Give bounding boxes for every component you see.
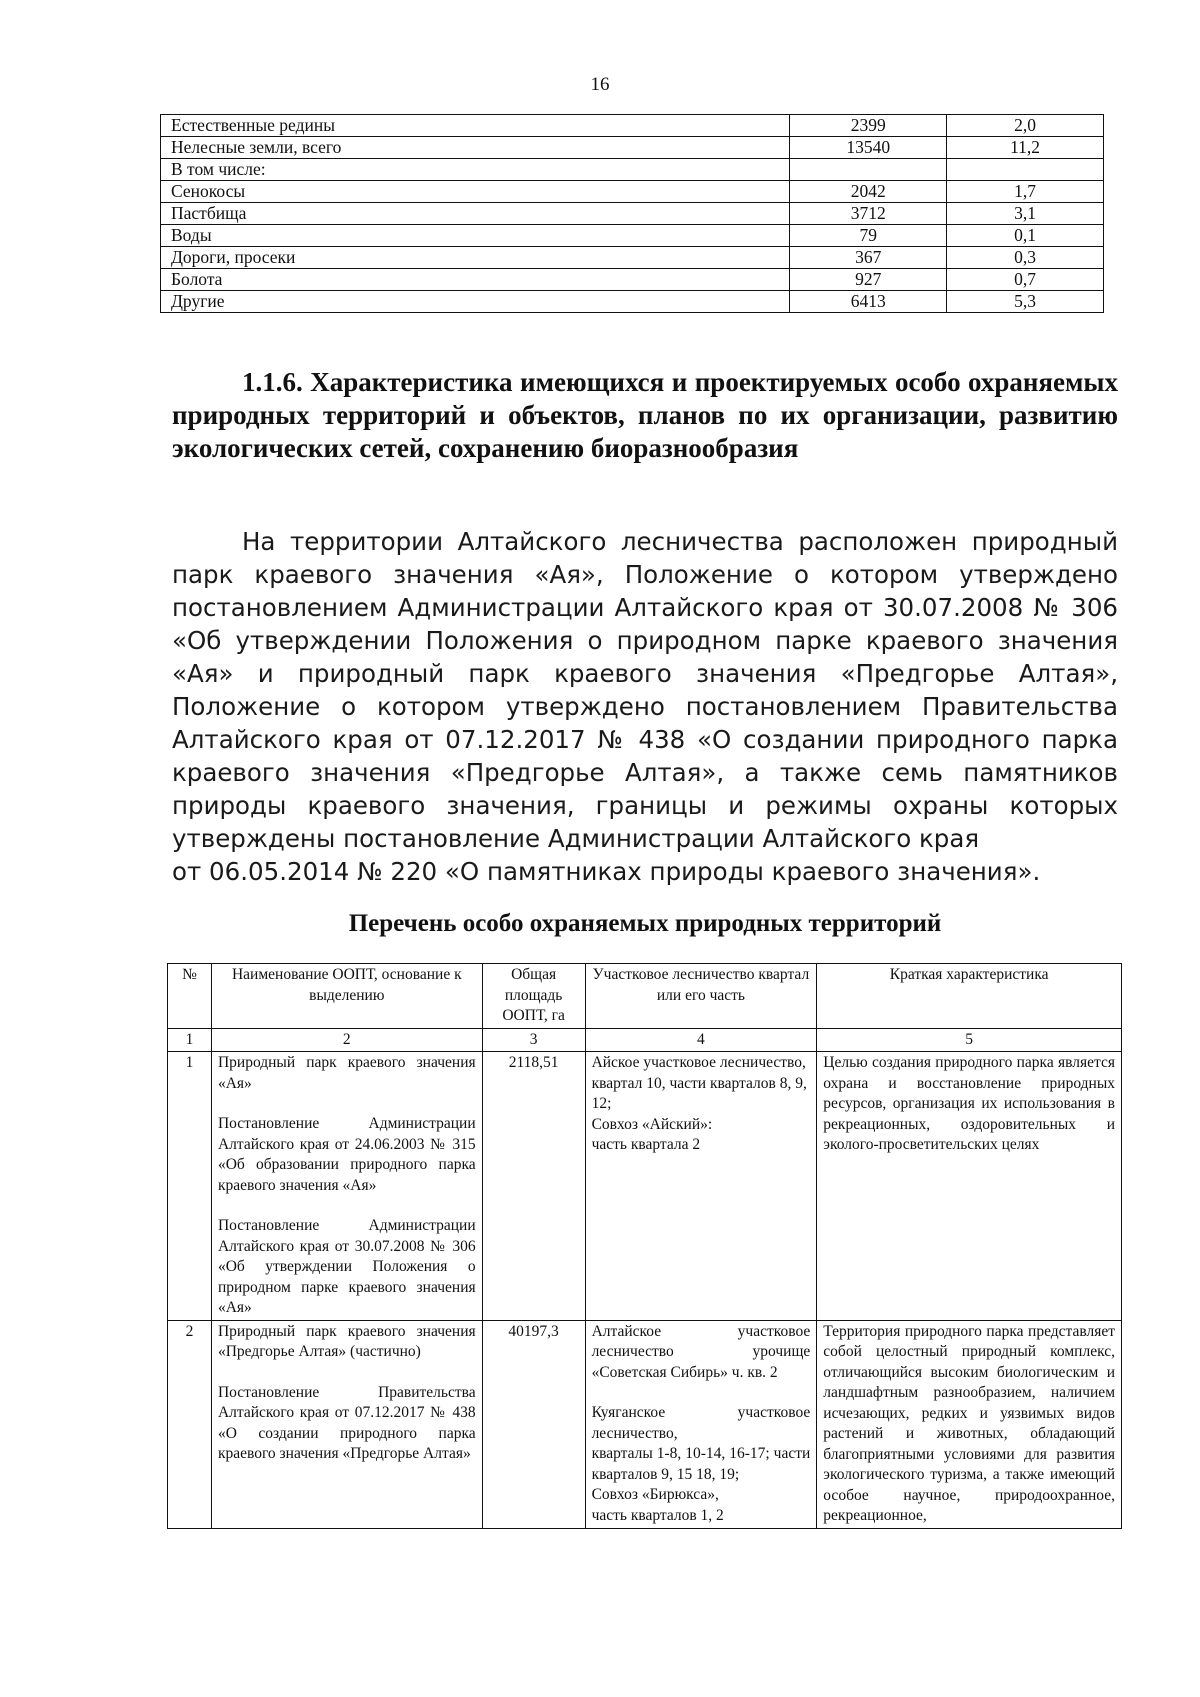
col-number-5: 5 (817, 1028, 1122, 1052)
land-percent: 0,1 (947, 225, 1104, 247)
header-area: Общая площадь ООПТ, га (482, 964, 585, 1029)
row-number: 1 (168, 1052, 212, 1321)
oopt-description: Целью создания природного парка является охрана и восстановление природных ресурсов, организация их использования в рекреационных, оздоровительных и эколого-просветительских целях (817, 1052, 1122, 1321)
land-area: 3712 (790, 203, 947, 225)
land-percent: 5,3 (947, 291, 1104, 313)
table-row (161, 225, 1104, 247)
location-line: кварталы 1-8, 10-14, 16-17; части кварталов 9, 15 18, 19; (591, 1445, 811, 1483)
land-area: 6413 (790, 291, 947, 313)
header-name: Наименование ООПТ, основание к выделению (211, 964, 482, 1029)
land-category: Воды (161, 225, 790, 247)
land-percent: 1,7 (947, 181, 1104, 203)
land-area: 2042 (790, 181, 947, 203)
body-paragraph (172, 525, 1118, 888)
table-row (161, 269, 1104, 291)
location-line: Куяганское участковое лесничество, (591, 1404, 811, 1442)
land-area: 13540 (790, 137, 947, 159)
oopt-area: 40197,3 (482, 1320, 585, 1528)
oopt-basis: Постановление Правительства Алтайского края от 07.12.2017 № 438 «О создании природного парка краевого значения «Предгорье Алтая» (217, 1383, 476, 1462)
row-number: 2 (168, 1320, 212, 1528)
paragraph-tail: от 06.05.2014 № 220 «О памятниках природы краевого значения». (172, 857, 1041, 886)
land-category: Другие (161, 291, 790, 313)
table-row (161, 159, 1104, 181)
table-row (161, 115, 1104, 137)
land-category: Дороги, просеки (161, 247, 790, 269)
table-row (161, 291, 1104, 313)
table-row (161, 181, 1104, 203)
table-row (161, 203, 1104, 225)
table-row (161, 137, 1104, 159)
oopt-column-number-row (168, 1028, 1122, 1052)
oopt-location (585, 1052, 817, 1321)
oopt-basis: Постановление Администрации Алтайского края от 24.06.2003 № 315 «Об образовании природного парка краевого значения «Ая» (217, 1115, 476, 1194)
land-area (790, 159, 947, 181)
section-heading (172, 366, 1118, 465)
land-area: 367 (790, 247, 947, 269)
header-location: Участковое лесничество квартал или его часть (585, 964, 817, 1029)
location-line: Айское участковое лесничество, квартал 10, части кварталов 8, 9, 12; (591, 1054, 807, 1112)
oopt-header-row (168, 964, 1122, 1029)
land-percent: 0,7 (947, 269, 1104, 291)
land-area: 79 (790, 225, 947, 247)
land-area: 927 (790, 269, 947, 291)
land-category: Пастбища (161, 203, 790, 225)
col-number-3: 3 (482, 1028, 585, 1052)
land-area-table (160, 114, 1104, 313)
header-description: Краткая характеристика (817, 964, 1122, 1029)
page-number: 16 (590, 74, 610, 95)
land-category: Болота (161, 269, 790, 291)
land-category: В том числе: (161, 159, 790, 181)
land-percent: 0,3 (947, 247, 1104, 269)
location-line: Алтайское участковое лесничество урочище «Советская Сибирь» ч. кв. 2 (591, 1322, 811, 1381)
section-number: 1.1.6. (242, 367, 303, 397)
row-name-basis (211, 1320, 482, 1528)
list-title: Перечень особо охраняемых природных территорий (348, 910, 942, 937)
col-number-4: 4 (585, 1028, 817, 1052)
oopt-table (167, 963, 1122, 1529)
oopt-basis: Постановление Администрации Алтайского края от 30.07.2008 № 306 «Об утверждении Положения о природном парке краевого значения «Ая» (217, 1217, 476, 1316)
oopt-location (585, 1320, 817, 1528)
row-name-basis (211, 1052, 482, 1321)
header-number: № (168, 964, 212, 1029)
paragraph-main: На территории Алтайского лесничества расположен природный парк краевого значения «Ая», Положение о котором утверждено постановлением Администрации Алтайского края от 30.07.2008 № 306 «Об утверждении Положения о природном парке краевого значения «Ая» и природный парк краевого значения «Предгорье Алтая», Положение о котором утверждено постановлением Правительства Алтайского края от 07.12.2017 № 438 «О создании природного парка краевого значения «Предгорье Алтая», а также семь памятников природы краевого значения, границы и режимы охраны которых утверждены постановление Администрации Алтайского края (172, 527, 1118, 853)
land-category: Естественные редины (161, 115, 790, 137)
land-category: Нелесные земли, всего (161, 137, 790, 159)
oopt-description: Территория природного парка представляет собой целостный природный комплекс, отличающийся высоким биологическим и ландшафтным разнообразием, наличием исчезающих, редких и уязвимых видов растений и животных, обладающий благоприятными условиями для развития экологического туризма, а также имеющий особое научное, природоохранное, рекреационное, (817, 1320, 1122, 1528)
land-area: 2399 (790, 115, 947, 137)
land-percent: 11,2 (947, 137, 1104, 159)
location-line: Совхоз «Айский»: (591, 1115, 713, 1133)
location-line: часть квартала 2 (591, 1136, 701, 1153)
table-row (168, 1052, 1122, 1321)
table-row (161, 247, 1104, 269)
oopt-area: 2118,51 (482, 1052, 585, 1321)
land-percent: 3,1 (947, 203, 1104, 225)
land-percent: 2,0 (947, 115, 1104, 137)
oopt-name: Природный парк краевого значения «Предгорье Алтая» (частично) (217, 1322, 476, 1360)
location-line: часть кварталов 1, 2 (591, 1506, 724, 1524)
oopt-name: Природный парк краевого значения «Ая» (217, 1054, 476, 1092)
section-title: Характеристика имеющихся и проектируемых особо охраняемых природных территорий и объектов, планов по их организации, развитию экологических сетей, сохранению биоразнообразия (172, 367, 1118, 463)
land-category: Сенокосы (161, 181, 790, 203)
col-number-2: 2 (211, 1028, 482, 1052)
location-line: Совхоз «Бирюкса», (591, 1486, 719, 1503)
land-percent (947, 159, 1104, 181)
col-number-1: 1 (168, 1028, 212, 1052)
table-row (168, 1320, 1122, 1528)
